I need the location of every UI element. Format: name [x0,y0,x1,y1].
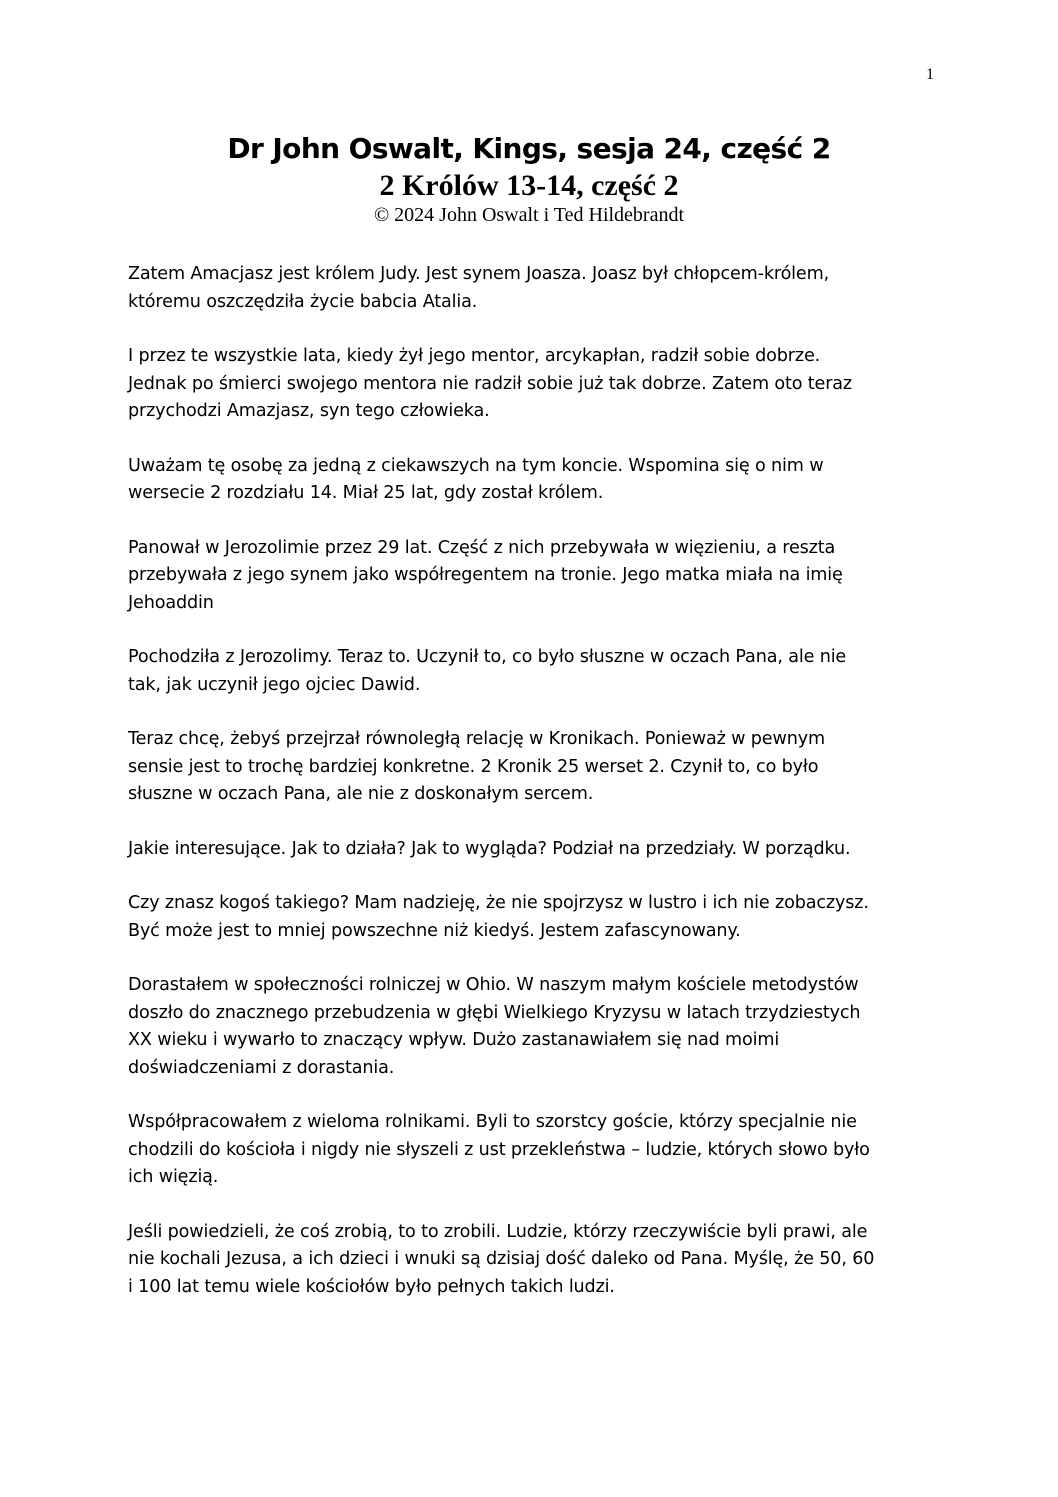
paragraph: I przez te wszystkie lata, kiedy żył jego mentor, arcykapłan, radził sobie dobrze. Jednak po śmierci swojego mentora nie radził sobie już tak dobrze. Zatem oto teraz przychodzi Amazjasz, syn tego człowieka. [128,346,853,421]
paragraph: Współpracowałem z wieloma rolnikami. Byli to szorstcy goście, którzy specjalnie nie chodzili do kościoła i nigdy nie słyszeli z ust przekleństwa – ludzie, których słowo było ich więzią. [128,1112,870,1187]
document-title: Dr John Oswalt, Kings, sesja 24, część 2 [227,132,831,165]
paragraph: Jeśli powiedzieli, że coś zrobią, to to zrobili. Ludzie, którzy rzeczywiście byli prawi, ale nie kochali Jezusa, a ich dzieci i wnuki są dzisiaj dość daleko od Pana. Myślę, że 50, 60 i 100 lat temu wiele kościołów było pełnych takich ludzi. [128,1221,875,1297]
page-number: 1 [926,66,934,83]
copyright-notice: © 2024 John Oswalt i Ted Hildebrandt [373,204,685,226]
paragraph: Zatem Amacjasz jest królem Judy. Jest synem Joasza. Joasz był chłopcem-królem, któremu oszczędziła życie babcia Atalia. [128,264,830,312]
paragraph: Dorastałem w społeczności rolniczej w Ohio. W naszym małym kościele metodystów doszło do znacznego przebudzenia w głębi Wielkiego Kryzysu w latach trzydziestych XX wieku i wywarło to znaczący wpływ. Dużo zastanawiałem się nad moimi doświadczeniami z dorastania. [128,975,861,1078]
paragraph: Jakie interesujące. Jak to działa? Jak to wygląda? Podział na przedziały. W porządku. [128,838,851,859]
paragraph: Pochodziła z Jerozolimy. Teraz to. Uczynił to, co było słuszne w oczach Pana, ale nie tak, jak uczynił jego ojciec Dawid. [128,647,847,695]
paragraph: Czy znasz kogoś takiego? Mam nadzieję, że nie spojrzysz w lustro i ich nie zobaczysz. Być może jest to mniej powszechne niż kiedyś. Jestem zafascynowany. [128,893,869,941]
document-header [0,130,1058,226]
document-body [128,261,938,1328]
document-subtitle: 2 Królów 13-14, część 2 [379,169,679,202]
paragraph: Panował w Jerozolimie przez 29 lat. Część z nich przebywała w więzieniu, a reszta przebywała z jego synem jako współregentem na tronie. Jego matka miała na imię Jehoaddin [128,537,843,613]
paragraph: Teraz chcę, żebyś przejrzał równoległą relację w Kronikach. Ponieważ w pewnym sensie jest to trochę bardziej konkretne. 2 Kronik 25 werset 2. Czynił to, co było słuszne w oczach Pana, ale nie z doskonałym sercem. [128,729,825,804]
paragraph: Uważam tę osobę za jedną z ciekawszych na tym koncie. Wspomina się o nim w wersecie 2 rozdziału 14. Miał 25 lat, gdy został królem. [128,455,824,503]
